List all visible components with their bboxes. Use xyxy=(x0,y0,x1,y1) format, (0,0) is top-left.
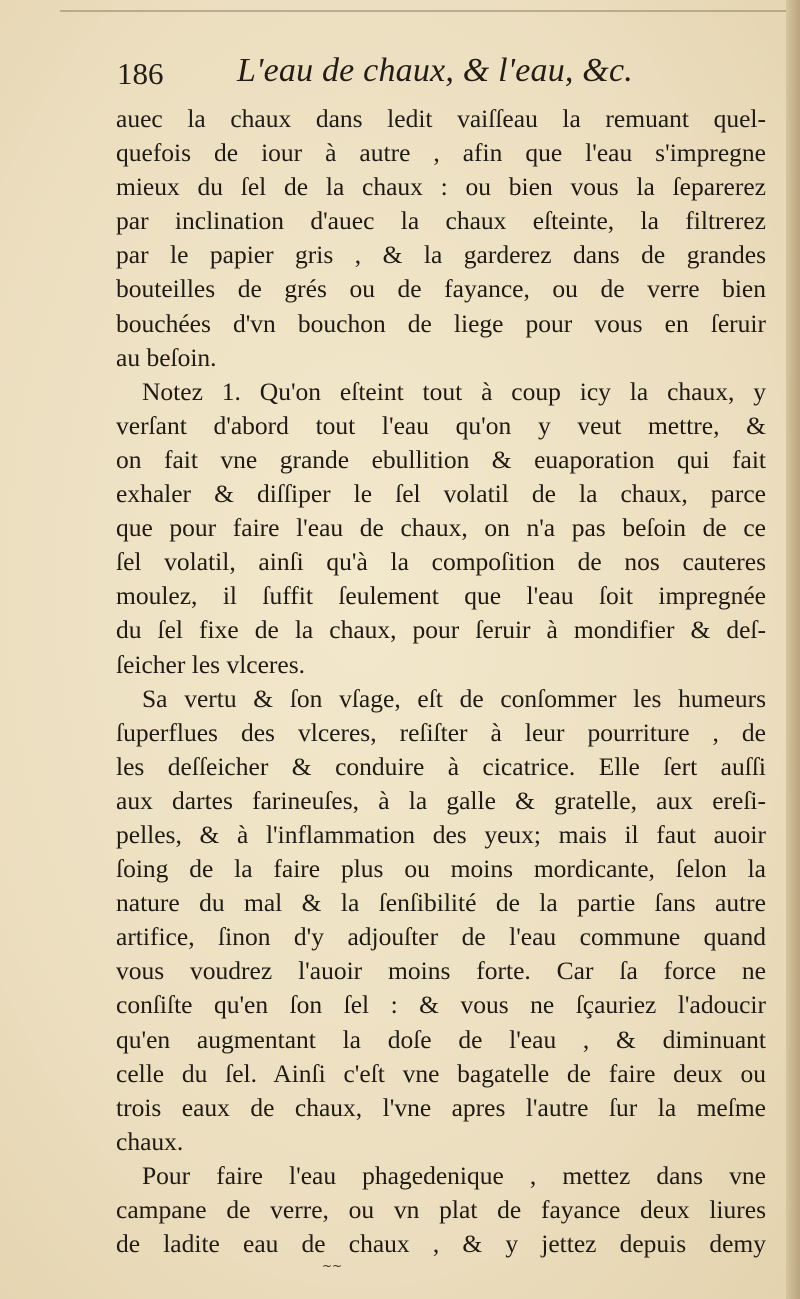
text-line: verſant d'abord tout l'eau qu'on y veut mettre, & xyxy=(116,410,766,440)
text-line: par inclination d'auec la chaux eſteinte, la filtrerez xyxy=(116,206,766,236)
text-line: vous voudrez l'auoir moins forte. Car ſa force ne xyxy=(116,956,766,986)
top-rule xyxy=(60,10,800,12)
text-line: quefois de iour à autre , afin que l'eau s'impregne xyxy=(116,138,766,168)
text-line: chaux. xyxy=(116,1126,184,1156)
paragraph-start: Sa vertu & ſon vſage, eſt de conſommer les humeurs xyxy=(142,683,766,713)
catchword-mark: ~~ xyxy=(322,1259,343,1273)
text-line: pelles, & à l'inflammation des yeux; mais il faut auoir xyxy=(116,819,766,849)
text-line: nature du mal & la ſenſibilité de la partie ſans autre xyxy=(116,888,766,918)
text-line: de ladite eau de chaux , & y jettez depuis demy xyxy=(116,1229,766,1259)
text-line: trois eaux de chaux, l'vne apres l'autre ſur la meſme xyxy=(116,1092,766,1122)
page-number: 186 xyxy=(117,56,164,91)
text-line: celle du ſel. Ainſi c'eſt vne bagatelle de faire deux ou xyxy=(116,1058,766,1088)
text-line: exhaler & diſſiper le ſel volatil de la chaux, parce xyxy=(116,479,766,509)
text-line: du ſel fixe de la chaux, pour ſeruir à mondifier & deſ- xyxy=(116,615,766,645)
paragraph-start: Notez 1. Qu'on eſteint tout à coup icy la chaux, y xyxy=(142,376,766,406)
page-header xyxy=(117,52,767,100)
text-line: les deſſeicher & conduire à cicatrice. Elle ſert auſſi xyxy=(116,751,766,781)
text-line: ſeicher les vlceres. xyxy=(116,649,306,679)
text-line: que pour faire l'eau de chaux, on n'a pas beſoin de ce xyxy=(116,513,766,543)
text-line: bouchées d'vn bouchon de liege pour vous en ſeruir xyxy=(116,308,766,338)
text-line: mieux du ſel de la chaux : ou bien vous la ſeparerez xyxy=(116,172,766,202)
text-line: au beſoin. xyxy=(116,342,217,372)
text-line: on fait vne grande ebullition & euaporation qui fait xyxy=(116,444,766,474)
text-line: par le papier gris , & la garderez dans de grandes xyxy=(116,240,766,270)
text-line: ſoing de la faire plus ou moins mordicante, ſelon la xyxy=(116,854,766,884)
text-line: artifice, ſinon d'y adjouſter de l'eau commune quand xyxy=(116,922,766,952)
page-edge xyxy=(786,0,800,1299)
text-line: bouteilles de grés ou de fayance, ou de verre bien xyxy=(116,274,766,304)
text-line: aux dartes farineuſes, à la galle & gratelle, aux ereſi- xyxy=(116,785,766,815)
text-line: ſel volatil, ainſi qu'à la compoſition de nos cauteres xyxy=(116,547,766,577)
body-text xyxy=(116,102,766,1261)
text-line: ſuperflues des vlceres, reſiſter à leur pourriture , de xyxy=(116,717,766,747)
text-line: campane de verre, ou vn plat de fayance deux liures xyxy=(116,1195,766,1224)
text-line: conſiſte qu'en ſon ſel : & vous ne ſçauriez l'adoucir xyxy=(116,990,766,1020)
paragraph-start: Pour faire l'eau phagedenique , mettez dans vne xyxy=(142,1160,766,1190)
text-line: moulez, il ſuffit ſeulement que l'eau ſoit impregnée xyxy=(116,581,766,611)
running-head: L'eau de chaux, & l'eau, &c. xyxy=(237,52,633,89)
text-line: qu'en augmentant la doſe de l'eau , & diminuant xyxy=(116,1024,766,1054)
text-line: auec la chaux dans ledit vaiſſeau la remuant quel- xyxy=(116,104,766,133)
